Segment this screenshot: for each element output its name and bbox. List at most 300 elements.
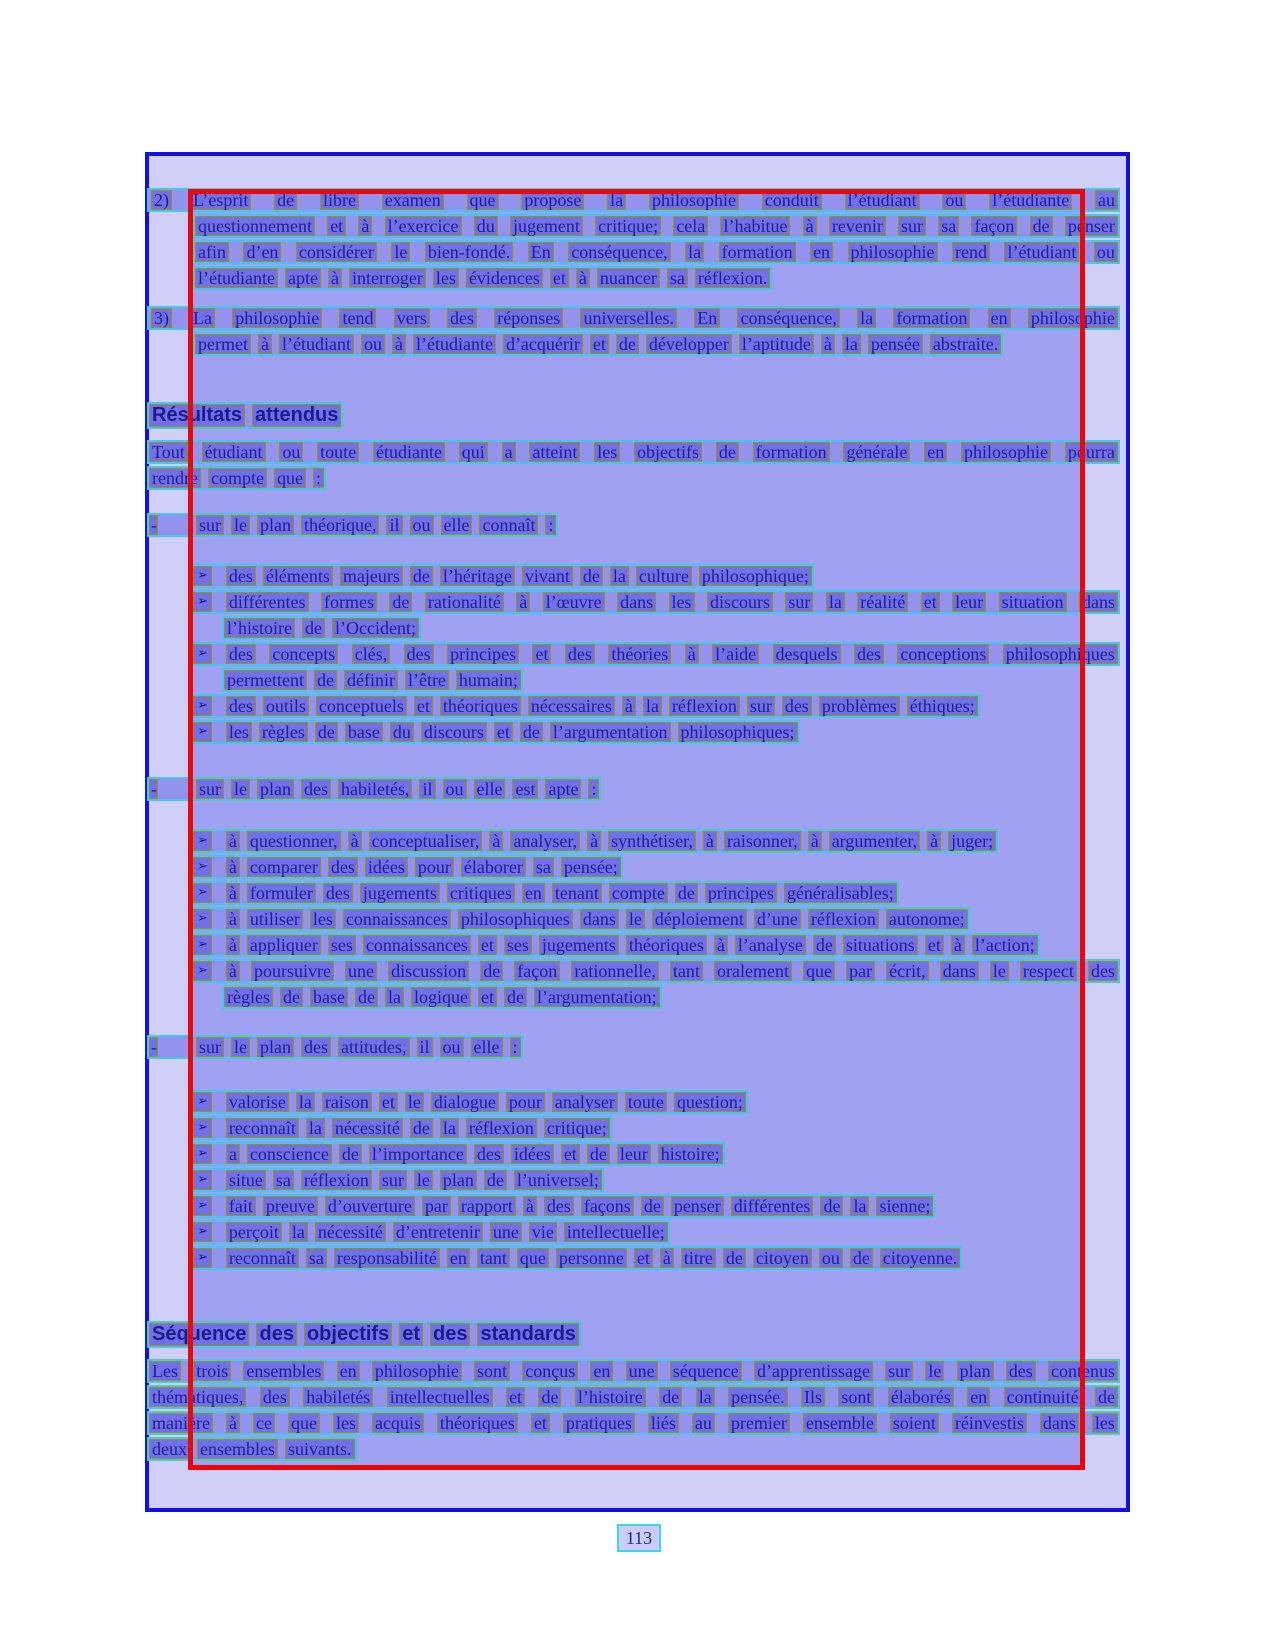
word-box: ou bbox=[819, 1248, 843, 1268]
word-box: et bbox=[561, 1144, 580, 1164]
word-box: et bbox=[532, 644, 551, 664]
word-box: libre bbox=[320, 190, 359, 210]
word-box: rationnelle, bbox=[571, 961, 658, 981]
word-box: la bbox=[289, 1222, 308, 1242]
word-box-heading: standards bbox=[477, 1323, 579, 1346]
word-box: de bbox=[616, 334, 639, 354]
word-box: et bbox=[550, 268, 569, 288]
word-box: règles bbox=[224, 987, 273, 1007]
word-box: reconnaît bbox=[226, 1248, 299, 1268]
text-line bbox=[222, 668, 523, 692]
word-box: les bbox=[433, 268, 459, 288]
word-box: ou bbox=[1094, 242, 1118, 262]
word-box: théoriques bbox=[440, 696, 521, 716]
word-box: étudiante bbox=[373, 442, 445, 462]
line-words bbox=[226, 1144, 723, 1164]
arrow-bullet-icon: ➢ bbox=[193, 857, 212, 877]
word-box: le bbox=[414, 1170, 433, 1190]
word-box: réflexion. bbox=[695, 268, 770, 288]
word-box: les bbox=[594, 442, 620, 462]
line-words bbox=[224, 618, 419, 638]
word-box: l’étudiant bbox=[845, 190, 920, 210]
word-box: formes bbox=[321, 592, 377, 612]
word-box: juger; bbox=[948, 831, 996, 851]
word-box-heading: des bbox=[430, 1323, 470, 1346]
line-words bbox=[226, 722, 798, 742]
text-line bbox=[191, 564, 814, 588]
word-box: liés bbox=[648, 1413, 679, 1433]
word-box: nécessité bbox=[332, 1118, 403, 1138]
line-words bbox=[226, 1118, 610, 1138]
word-box: l’histoire bbox=[224, 618, 295, 638]
word-box: à bbox=[803, 216, 817, 236]
text-line bbox=[147, 1385, 1120, 1409]
word-box: de bbox=[850, 1248, 873, 1268]
word-box: de bbox=[274, 190, 297, 210]
word-box: : bbox=[588, 779, 599, 799]
word-box: que bbox=[288, 1413, 320, 1433]
word-box: la bbox=[385, 987, 404, 1007]
word-box: à bbox=[226, 909, 240, 929]
text-line bbox=[191, 881, 899, 905]
word-box: les bbox=[310, 909, 336, 929]
line-words bbox=[195, 334, 1001, 354]
word-box: générale bbox=[843, 442, 910, 462]
word-box: majeurs bbox=[340, 566, 403, 586]
word-box: sur bbox=[196, 779, 224, 799]
text-line bbox=[191, 720, 800, 744]
word-box: les bbox=[669, 592, 695, 612]
word-box: du bbox=[474, 216, 498, 236]
line-words bbox=[195, 216, 1118, 236]
word-box: deux bbox=[149, 1439, 190, 1459]
word-box-heading: des bbox=[256, 1323, 296, 1346]
list-number-marker: 3) bbox=[151, 308, 172, 328]
text-line bbox=[191, 590, 1120, 614]
word-box: à bbox=[516, 592, 530, 612]
word-box: conduit bbox=[762, 190, 822, 210]
dash-bullet-marker: - bbox=[151, 1037, 157, 1057]
word-box: examen bbox=[382, 190, 444, 210]
word-box: conçus bbox=[522, 1361, 578, 1381]
line-words bbox=[226, 1092, 746, 1112]
word-box: le bbox=[990, 961, 1009, 981]
word-box: universelles. bbox=[580, 308, 676, 328]
word-box: penser bbox=[671, 1196, 724, 1216]
word-box: de bbox=[813, 935, 836, 955]
line-words bbox=[190, 190, 1118, 210]
word-box: des bbox=[1088, 961, 1118, 981]
word-box: habiletés, bbox=[338, 779, 412, 799]
word-box: critique; bbox=[595, 216, 661, 236]
word-box: réalité bbox=[857, 592, 908, 612]
word-box: critiques bbox=[447, 883, 515, 903]
word-box: l’action; bbox=[972, 935, 1038, 955]
arrow-bullet-icon: ➢ bbox=[193, 935, 212, 955]
word-box: façons bbox=[581, 1196, 634, 1216]
word-box: que bbox=[274, 468, 306, 488]
word-box: tend bbox=[339, 308, 376, 328]
word-box: base bbox=[345, 722, 383, 742]
word-box: sa bbox=[533, 857, 554, 877]
word-box: ensemble bbox=[803, 1413, 877, 1433]
word-box: formation bbox=[719, 242, 796, 262]
word-box: à bbox=[576, 268, 590, 288]
word-box: dans bbox=[1079, 592, 1118, 612]
word-box: argumenter, bbox=[829, 831, 920, 851]
arrow-bullet-icon: ➢ bbox=[193, 1196, 212, 1216]
word-box: compte bbox=[609, 883, 668, 903]
word-box: jugements bbox=[360, 883, 440, 903]
word-box: comparer bbox=[247, 857, 321, 877]
document-content bbox=[147, 156, 1122, 1463]
text-line bbox=[191, 1194, 935, 1218]
word-box: de bbox=[820, 1196, 843, 1216]
text-line bbox=[147, 402, 343, 429]
word-box: outils bbox=[263, 696, 309, 716]
word-box: philosophiques bbox=[1003, 644, 1118, 664]
word-box: différentes bbox=[731, 1196, 814, 1216]
word-box: il bbox=[386, 515, 402, 535]
word-box: attitudes, bbox=[338, 1037, 410, 1057]
word-box: rendre bbox=[149, 468, 201, 488]
word-box: d’en bbox=[243, 242, 281, 262]
word-box: et bbox=[478, 987, 497, 1007]
dash-bullet-marker: - bbox=[151, 779, 157, 799]
word-box: des bbox=[447, 308, 477, 328]
word-box: elle bbox=[471, 1037, 503, 1057]
word-box: à bbox=[348, 831, 362, 851]
word-box: et bbox=[506, 1387, 525, 1407]
line-words bbox=[196, 1037, 521, 1057]
word-box: à bbox=[226, 961, 240, 981]
word-box: principes bbox=[705, 883, 777, 903]
text-line bbox=[191, 933, 1040, 957]
word-box: synthétiser, bbox=[608, 831, 696, 851]
word-box: réflexion bbox=[466, 1118, 537, 1138]
para-block bbox=[147, 440, 1122, 490]
word-box: ou bbox=[361, 334, 385, 354]
text-line bbox=[147, 1411, 1120, 1435]
word-box: que bbox=[467, 190, 499, 210]
word-box: ses bbox=[328, 935, 356, 955]
word-box: appliquer bbox=[247, 935, 321, 955]
word-box: responsabilité bbox=[334, 1248, 440, 1268]
word-box: idées bbox=[511, 1144, 554, 1164]
word-box: l’aptitude bbox=[739, 334, 814, 354]
word-box: questionner, bbox=[247, 831, 341, 851]
word-box: ensembles bbox=[243, 1361, 324, 1381]
word-box: vie bbox=[529, 1222, 557, 1242]
word-box: développer bbox=[646, 334, 732, 354]
word-box: rapport bbox=[458, 1196, 516, 1216]
word-box: le bbox=[925, 1361, 944, 1381]
line-words bbox=[226, 883, 897, 903]
word-box: la bbox=[850, 1196, 869, 1216]
word-box: thématiques, bbox=[149, 1387, 246, 1407]
dash-block bbox=[147, 513, 1122, 537]
text-line bbox=[193, 332, 1003, 356]
word-box: le bbox=[626, 909, 645, 929]
text-line bbox=[191, 1246, 962, 1270]
word-box: conceptualiser, bbox=[369, 831, 483, 851]
word-box: bien-fondé. bbox=[425, 242, 513, 262]
line-words bbox=[149, 1361, 1118, 1381]
para-block bbox=[147, 1359, 1122, 1461]
word-box: élaborer bbox=[461, 857, 526, 877]
word-box: ses bbox=[504, 935, 532, 955]
dash-bullet-gap bbox=[158, 515, 196, 535]
word-box: toute bbox=[625, 1092, 667, 1112]
line-words bbox=[195, 268, 770, 288]
word-box: théorique, bbox=[301, 515, 379, 535]
arrow-bullet-icon: ➢ bbox=[193, 566, 212, 586]
word-box: rend bbox=[952, 242, 990, 262]
line-words bbox=[226, 1196, 934, 1216]
word-box: questionnement bbox=[195, 216, 315, 236]
word-box: de bbox=[339, 1144, 362, 1164]
text-line bbox=[191, 907, 970, 931]
word-box: dans bbox=[940, 961, 979, 981]
text-line bbox=[147, 306, 1120, 330]
word-box: de bbox=[580, 566, 603, 586]
word-box: trois bbox=[193, 1361, 231, 1381]
word-box: situe bbox=[226, 1170, 266, 1190]
word-box: à bbox=[714, 935, 728, 955]
word-box: valorise bbox=[226, 1092, 289, 1112]
word-box: à bbox=[587, 831, 601, 851]
word-box: ou bbox=[440, 1037, 464, 1057]
word-box: : bbox=[545, 515, 556, 535]
line-words bbox=[226, 831, 996, 851]
word-box: citoyenne. bbox=[880, 1248, 960, 1268]
word-box: ou bbox=[942, 190, 966, 210]
word-box: situation bbox=[999, 592, 1067, 612]
word-box: en bbox=[337, 1361, 360, 1381]
word-box: a bbox=[226, 1144, 240, 1164]
text-line bbox=[147, 513, 558, 537]
text-line bbox=[191, 1142, 725, 1166]
line-words bbox=[149, 1439, 355, 1459]
word-box: réinvestis bbox=[952, 1413, 1027, 1433]
word-box: sur bbox=[196, 1037, 224, 1057]
word-box: il bbox=[417, 1037, 433, 1057]
word-box: sa bbox=[938, 216, 959, 236]
word-box: des bbox=[404, 644, 434, 664]
word-box: séquence bbox=[670, 1361, 742, 1381]
word-box: philosophie bbox=[1028, 308, 1118, 328]
word-box: à bbox=[226, 883, 240, 903]
line-words bbox=[224, 987, 660, 1007]
word-box: l’héritage bbox=[440, 566, 515, 586]
word-box: élaborés bbox=[888, 1387, 954, 1407]
line-words bbox=[226, 935, 1038, 955]
word-box: conscience bbox=[247, 1144, 332, 1164]
word-box: leur bbox=[617, 1144, 651, 1164]
word-box: à bbox=[523, 1196, 537, 1216]
word-box: autonome; bbox=[886, 909, 968, 929]
arrow-bullet-icon: ➢ bbox=[193, 883, 212, 903]
word-box: au bbox=[1095, 190, 1118, 210]
word-box: le bbox=[231, 515, 250, 535]
word-box: réflexion bbox=[301, 1170, 372, 1190]
word-box: des bbox=[544, 1196, 574, 1216]
line-words bbox=[149, 1413, 1118, 1433]
word-box: suivants. bbox=[285, 1439, 355, 1459]
word-box: des bbox=[782, 696, 812, 716]
scanned-document-page bbox=[145, 152, 1130, 1512]
word-box: plan bbox=[257, 779, 294, 799]
line-words bbox=[226, 961, 1118, 981]
line-words bbox=[149, 1323, 579, 1346]
text-line bbox=[191, 1090, 748, 1114]
word-box: pensée. bbox=[728, 1387, 787, 1407]
word-box: sa bbox=[667, 268, 688, 288]
dash-bullet-marker: - bbox=[151, 515, 157, 535]
word-box: pour bbox=[415, 857, 454, 877]
word-box: : bbox=[313, 468, 324, 488]
word-box: de bbox=[587, 1144, 610, 1164]
line-words bbox=[190, 308, 1118, 328]
word-box: formation bbox=[893, 308, 970, 328]
word-box: conceptions bbox=[897, 644, 989, 664]
word-box: en bbox=[590, 1361, 613, 1381]
word-box: d’acquérir bbox=[503, 334, 583, 354]
word-box: et bbox=[379, 1092, 398, 1112]
word-box: clés, bbox=[352, 644, 390, 664]
text-line bbox=[191, 855, 623, 879]
word-box: permet bbox=[195, 334, 251, 354]
word-box: l’étudiant bbox=[279, 334, 354, 354]
line-words bbox=[226, 857, 621, 877]
text-line bbox=[191, 642, 1120, 666]
word-box: réponses bbox=[494, 308, 563, 328]
word-box: à bbox=[358, 216, 372, 236]
word-box: des bbox=[301, 1037, 331, 1057]
word-box: à bbox=[489, 831, 503, 851]
arrow-bullet-icon: ➢ bbox=[193, 909, 212, 929]
word-box-heading: attendus bbox=[252, 404, 341, 427]
word-box: dialogue bbox=[431, 1092, 499, 1112]
word-box: sur bbox=[379, 1170, 407, 1190]
word-box: des bbox=[301, 779, 331, 799]
word-box: la bbox=[296, 1092, 315, 1112]
word-box: philosophie bbox=[232, 308, 322, 328]
word-box: histoire; bbox=[658, 1144, 723, 1164]
word-box: analyser, bbox=[510, 831, 580, 851]
word-box: l’argumentation; bbox=[534, 987, 660, 1007]
dash-block bbox=[147, 1035, 1122, 1059]
word-box: la bbox=[842, 334, 861, 354]
word-box: l’exercice bbox=[385, 216, 462, 236]
word-box: afin bbox=[195, 242, 229, 262]
word-box: jugements bbox=[539, 935, 619, 955]
word-box: des bbox=[226, 566, 256, 586]
word-box: des bbox=[226, 644, 256, 664]
word-box: l’œuvre bbox=[543, 592, 605, 612]
word-box: principes bbox=[447, 644, 519, 664]
word-box: desquels bbox=[773, 644, 841, 664]
word-box: par bbox=[846, 961, 875, 981]
word-box: ensembles bbox=[197, 1439, 278, 1459]
dash-block bbox=[147, 777, 1122, 801]
word-box: est bbox=[512, 779, 538, 799]
word-box: la bbox=[610, 566, 629, 586]
word-box: En bbox=[528, 242, 554, 262]
word-box: objectifs bbox=[634, 442, 702, 462]
word-box: le bbox=[405, 1092, 424, 1112]
word-box: et bbox=[925, 935, 944, 955]
word-box: en bbox=[810, 242, 833, 262]
word-box: apte bbox=[545, 779, 581, 799]
word-box: du bbox=[390, 722, 414, 742]
word-box: La bbox=[190, 308, 215, 328]
word-box: En bbox=[694, 308, 720, 328]
word-box: que bbox=[803, 961, 835, 981]
word-box: a bbox=[502, 442, 516, 462]
word-box: sa bbox=[306, 1248, 327, 1268]
word-box: à bbox=[927, 831, 941, 851]
word-box: formuler bbox=[247, 883, 316, 903]
word-box: compte bbox=[208, 468, 267, 488]
word-box: la bbox=[826, 592, 845, 612]
word-box: formation bbox=[753, 442, 830, 462]
word-box: la bbox=[440, 1118, 459, 1138]
word-box: éléments bbox=[263, 566, 333, 586]
word-box: idées bbox=[365, 857, 408, 877]
word-box: de bbox=[1095, 1387, 1118, 1407]
word-box: apte bbox=[285, 268, 321, 288]
word-box: l’argumentation bbox=[550, 722, 671, 742]
word-box: des bbox=[474, 1144, 504, 1164]
word-box: pourra bbox=[1065, 442, 1118, 462]
word-box: à bbox=[226, 857, 240, 877]
text-line bbox=[222, 985, 662, 1009]
word-box: en bbox=[967, 1387, 990, 1407]
line-words bbox=[195, 242, 1118, 262]
word-box: fait bbox=[226, 1196, 256, 1216]
word-box: en bbox=[522, 883, 545, 903]
word-box-heading: Résultats bbox=[149, 404, 245, 427]
word-box: conséquence, bbox=[737, 308, 839, 328]
word-box: tant bbox=[670, 961, 703, 981]
word-box: preuve bbox=[263, 1196, 318, 1216]
text-line bbox=[191, 1220, 670, 1244]
word-box: au bbox=[692, 1413, 715, 1433]
word-box: problèmes bbox=[819, 696, 900, 716]
word-box: ou bbox=[443, 779, 467, 799]
page-number-box bbox=[617, 1524, 661, 1552]
word-box: différentes bbox=[226, 592, 309, 612]
word-box: sur bbox=[747, 696, 775, 716]
word-box: Tout bbox=[149, 442, 188, 462]
word-box: à bbox=[258, 334, 272, 354]
word-box: discours bbox=[707, 592, 773, 612]
arrow-bullet-icon: ➢ bbox=[193, 961, 212, 981]
word-box: à bbox=[328, 268, 342, 288]
word-box: des bbox=[565, 644, 595, 664]
arrow-bullet-icon: ➢ bbox=[193, 722, 212, 742]
word-box: philosophie bbox=[848, 242, 938, 262]
text-line bbox=[222, 616, 421, 640]
word-box: l’importance bbox=[369, 1144, 467, 1164]
word-box: atteint bbox=[529, 442, 580, 462]
word-box: théoriques bbox=[437, 1413, 518, 1433]
word-box-heading: Séquence bbox=[149, 1323, 249, 1346]
word-box: et bbox=[921, 592, 940, 612]
word-box: manière bbox=[149, 1413, 213, 1433]
word-box: rationalité bbox=[425, 592, 504, 612]
